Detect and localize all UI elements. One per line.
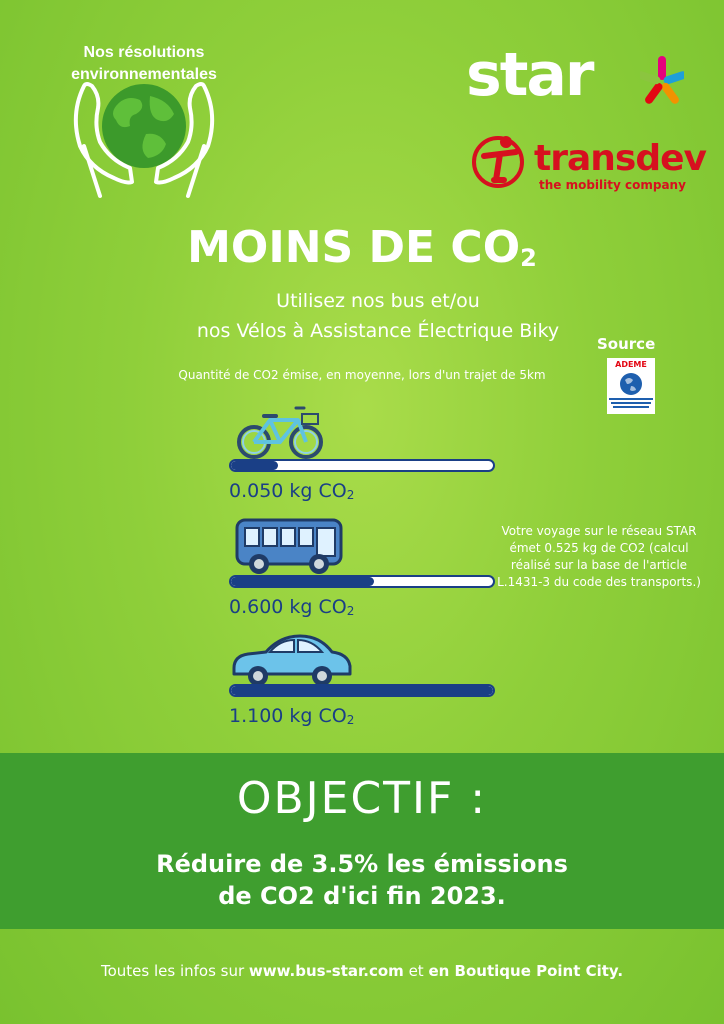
value-bus: 0.600 kg $CO_2$ bbox=[229, 596, 355, 618]
transdev-logo-text: transdev bbox=[534, 138, 706, 179]
ademe-logo bbox=[607, 358, 655, 414]
subtitle-line-1: Utilisez nos bus et/ou bbox=[276, 290, 480, 312]
network-note: Votre voyage sur le réseau STAR émet 0.525 kg de CO2 (calcul réalisé sur la base de l'article L.1431-3 du code des transports.) bbox=[497, 524, 701, 589]
bar-track-bus bbox=[229, 575, 495, 588]
value-bicycle: 0.050 kg $CO_2$ bbox=[229, 480, 355, 502]
page-title: MOINS DE $CO_2$ bbox=[187, 222, 537, 273]
resolution-title: Nos résolutions environnementales bbox=[71, 44, 217, 83]
objective-line-1: Réduire de 3.5% les émissions bbox=[156, 850, 568, 878]
bar-track-bicycle bbox=[229, 459, 495, 472]
shop-link: en Boutique Point City. bbox=[428, 962, 624, 980]
value-car: 1.100 kg $CO_2$ bbox=[229, 705, 355, 727]
objective-text bbox=[0, 848, 724, 912]
transdev-logo-icon bbox=[470, 130, 530, 190]
footer: Toutes les infos sur www.bus-star.com et en Boutique Point City. bbox=[100, 962, 624, 980]
star-logo-icon bbox=[640, 56, 684, 108]
bar-fill-bus bbox=[231, 577, 374, 586]
chart-caption: Quantité de CO2 émise, en moyenne, lors d'un trajet de 5km bbox=[178, 368, 546, 382]
subtitle-line-2: nos Vélos à Assistance Électrique Biky bbox=[196, 320, 560, 342]
car-icon bbox=[230, 632, 352, 688]
bar-fill-car bbox=[231, 686, 493, 695]
star-logo-text: star bbox=[466, 40, 593, 110]
bicycle-icon bbox=[236, 404, 324, 460]
bar-fill-bicycle bbox=[231, 461, 278, 470]
objective-line-2: de CO2 d'ici fin 2023. bbox=[218, 882, 506, 910]
bar-track-car bbox=[229, 684, 495, 697]
transdev-tagline: the mobility company bbox=[539, 178, 686, 192]
ademe-logo-text: ADEME bbox=[615, 360, 647, 369]
website-link[interactable]: www.bus-star.com bbox=[248, 962, 404, 980]
bus-icon bbox=[235, 518, 343, 578]
objective-title: OBJECTIF : bbox=[236, 773, 488, 824]
globe-icon bbox=[619, 372, 643, 396]
source-label: Source bbox=[597, 335, 656, 353]
